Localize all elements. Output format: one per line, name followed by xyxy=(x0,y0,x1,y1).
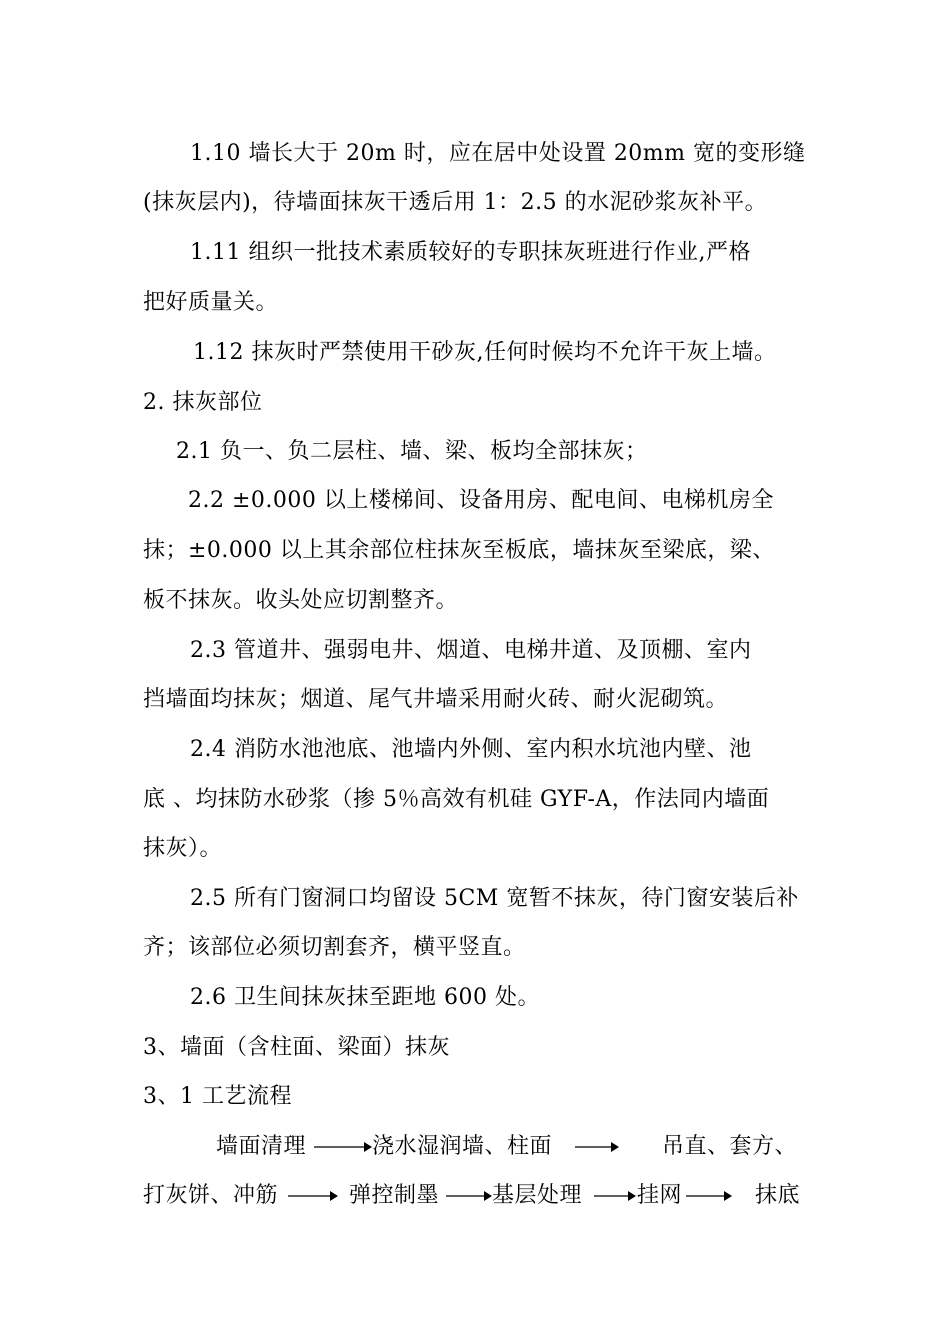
paragraph-line: 抹灰）。 xyxy=(143,836,223,861)
flow-step: 打灰饼、冲筋 xyxy=(143,1183,279,1208)
paragraph-line: 底 、均抹防水砂浆（掺 5％高效有机硅 GYF-A，作法同内墙面 xyxy=(143,787,770,812)
paragraph-line: 板不抹灰。收头处应切割整齐。 xyxy=(143,588,459,613)
paragraph-line: 1.11 组织一批技术素质较好的专职抹灰班进行作业,严格 xyxy=(190,240,751,265)
flow-step: 挂网 xyxy=(637,1183,683,1208)
paragraph-line: 挡墙面均抹灰；烟道、尾气井墙采用耐火砖、耐火泥砌筑。 xyxy=(143,687,729,712)
paragraph-line: 1.10 墙长大于 20m 时，应在居中处设置 20mm 宽的变形缝 xyxy=(190,141,806,166)
flow-step: 吊直、套方、 xyxy=(662,1134,798,1159)
section-heading: 2. 抹灰部位 xyxy=(143,390,263,415)
flow-step: 浇水湿润墙、柱面 xyxy=(372,1134,553,1159)
flow-step: 抹底 xyxy=(755,1183,801,1208)
section-heading: 3、墙面（含柱面、梁面）抹灰 xyxy=(143,1035,450,1060)
paragraph-line: 2.6 卫生间抹灰抹至距地 600 处。 xyxy=(190,985,540,1010)
flow-step: 墙面清理 xyxy=(216,1134,307,1159)
subsection-heading: 3、1 工艺流程 xyxy=(143,1084,292,1109)
flow-step: 弹控制墨 xyxy=(349,1183,440,1208)
flow-arrow-icon xyxy=(594,1190,636,1202)
paragraph-line: 2.4 消防水池池底、池墙内外侧、室内积水坑池内壁、池 xyxy=(190,737,752,762)
paragraph-line: 2.3 管道井、强弱电井、烟道、电梯井道、及顶棚、室内 xyxy=(190,638,752,663)
paragraph-line: 1.12 抹灰时严禁使用干砂灰,任何时候均不允许干灰上墙。 xyxy=(193,340,777,365)
paragraph-line: 把好质量关。 xyxy=(143,290,279,315)
paragraph-line: 抹；±0.000 以上其余部位柱抹灰至板底，墙抹灰至梁底，梁、 xyxy=(143,538,775,563)
paragraph-line: 2.2 ±0.000 以上楼梯间、设备用房、配电间、电梯机房全 xyxy=(188,488,774,513)
paragraph-line: 2.1 负一、负二层柱、墙、梁、板均全部抹灰； xyxy=(176,439,648,464)
flow-arrow-icon xyxy=(288,1190,338,1202)
flow-arrow-icon xyxy=(314,1141,372,1153)
paragraph-line: (抹灰层内)，待墙面抹灰干透后用 1：2.5 的水泥砂浆灰补平。 xyxy=(143,190,768,215)
paragraph-line: 2.5 所有门窗洞口均留设 5CM 宽暂不抹灰，待门窗安装后补 xyxy=(190,886,799,911)
flow-step: 基层处理 xyxy=(492,1183,583,1208)
flow-arrow-icon xyxy=(575,1141,619,1153)
flow-arrow-icon xyxy=(446,1190,492,1202)
flow-arrow-icon xyxy=(686,1190,732,1202)
paragraph-line: 齐；该部位必须切割套齐，横平竖直。 xyxy=(143,935,526,960)
